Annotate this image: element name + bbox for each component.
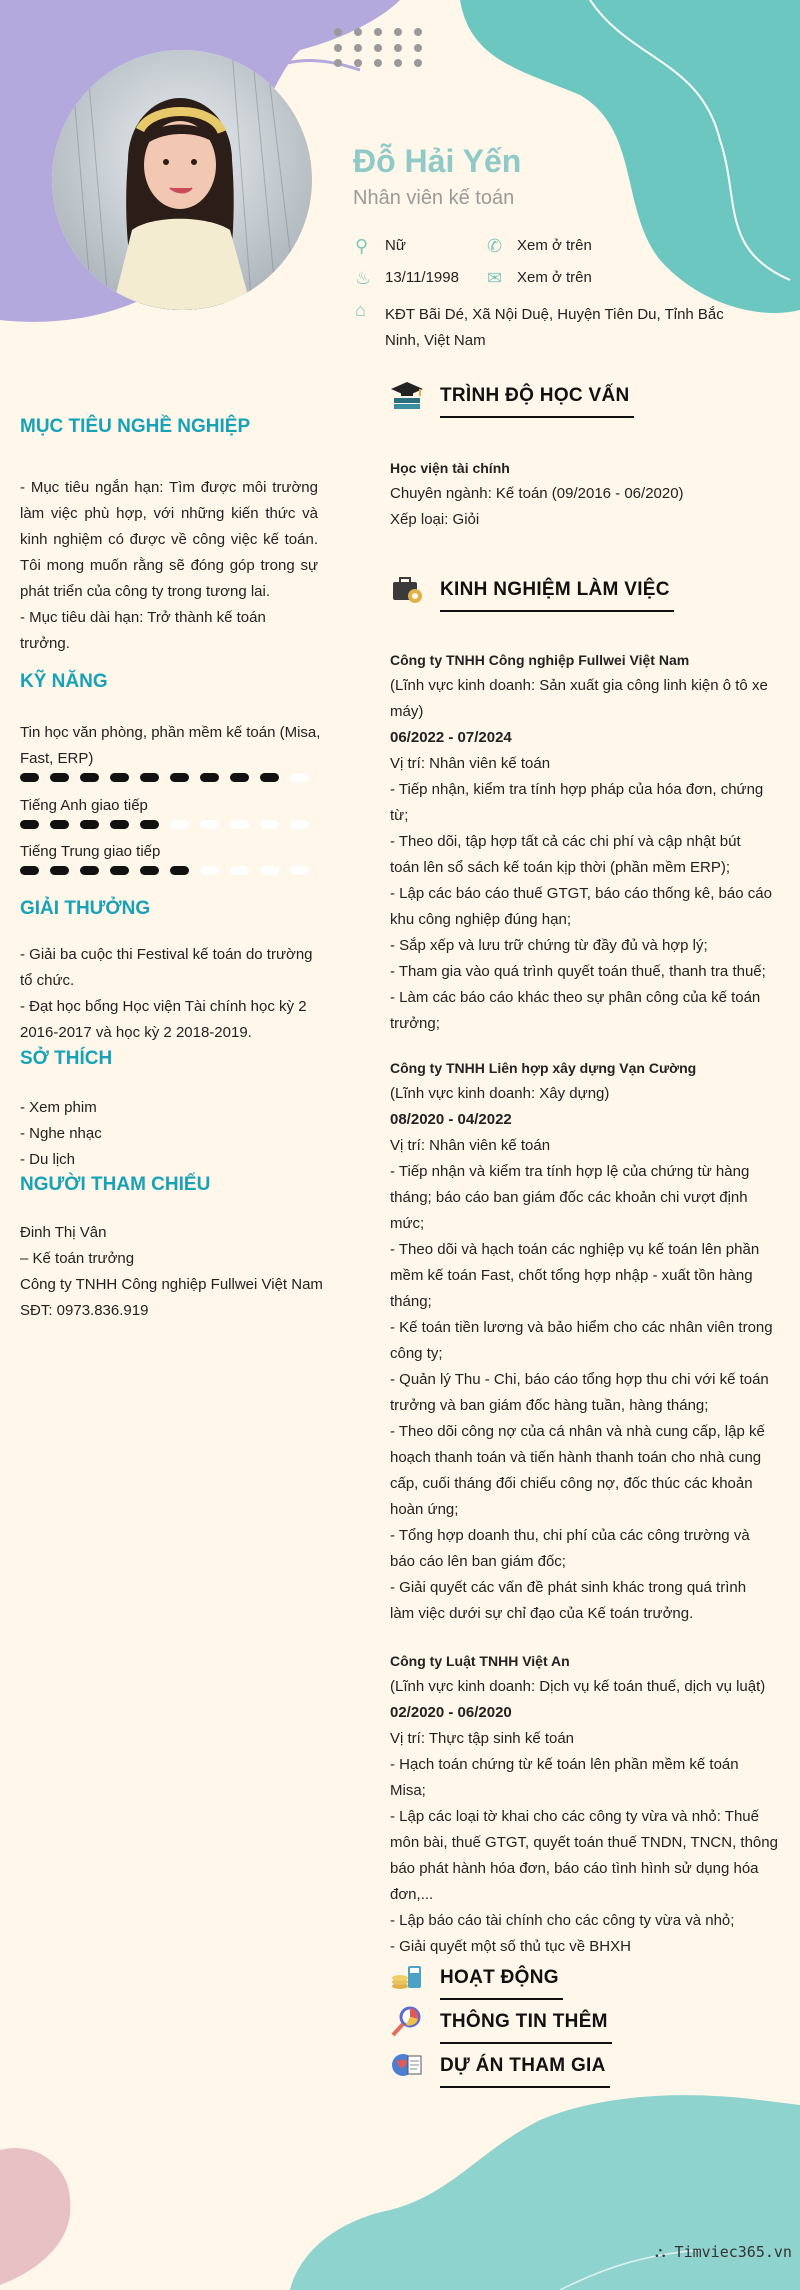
skill-level-segment xyxy=(140,866,159,875)
skill-level-segment xyxy=(230,820,249,829)
job-duty: làm việc dưới sự chỉ đạo của Kế toán trưởng. xyxy=(390,1605,694,1622)
school-name: Học viện tài chính xyxy=(390,460,510,476)
skill-level-segment xyxy=(20,820,39,829)
job-duty: - Theo dõi công nợ của cá nhân và nhà cung cấp, lập kế xyxy=(390,1423,765,1440)
contact-gender xyxy=(355,236,475,258)
candidate-name: Đỗ Hải Yến xyxy=(353,143,522,179)
coins-calculator-icon xyxy=(390,1960,424,1994)
objective-line: kinh nghiệm có được về công việc kế toán. xyxy=(20,531,318,548)
skill-level-segment xyxy=(170,773,189,782)
skill-level-segment xyxy=(230,773,249,782)
skill-level-segment xyxy=(200,866,219,875)
contact-phone xyxy=(487,236,647,258)
job-duty: báo cáo lên ban giám đốc; xyxy=(390,1553,566,1570)
job-company: Công ty Luật TNHH Việt An xyxy=(390,1653,570,1669)
job-duty: - Hạch toán chứng từ kế toán lên phần mềm kế toán xyxy=(390,1756,739,1773)
job-company: Công ty TNHH Công nghiệp Fullwei Việt Nam xyxy=(390,652,690,668)
contact-birthday xyxy=(355,268,475,290)
job-duty: - Quản lý Thu - Chi, báo cáo tổng hợp thu chi với kế toán xyxy=(390,1371,769,1388)
skill-level-segment xyxy=(290,773,309,782)
skills-heading: KỸ NĂNG xyxy=(20,671,108,692)
skill-level-segment xyxy=(290,866,309,875)
education-major: Chuyên ngành: Kế toán (09/2016 - 06/2020) xyxy=(390,485,684,502)
phone-value: Xem ở trên xyxy=(517,237,592,254)
job-period: 02/2020 - 06/2020 xyxy=(390,1704,512,1721)
job-duty: trưởng; xyxy=(390,1015,440,1032)
job-duty: mức; xyxy=(390,1215,425,1232)
gender-female-icon: ⚲ xyxy=(355,236,369,256)
job-duty: - Giải quyết các vấn đề phát sinh khác trong quá trình xyxy=(390,1579,747,1596)
awards-text: - Giải ba cuộc thi Festival kế toán do trường tổ chức. - Đạt học bổng Học viện Tài chính học kỳ 2 2016-2017 và học kỳ 2 2018-2019. xyxy=(20,946,313,1041)
globe-document-icon xyxy=(390,2048,424,2082)
references-heading: NGƯỜI THAM CHIẾU xyxy=(20,1174,211,1195)
job-duty: - Tiếp nhận và kiểm tra tính hợp lệ của chứng từ hàng xyxy=(390,1163,750,1180)
activities-heading: HOẠT ĐỘNG xyxy=(440,1967,559,1989)
job-field: (Lĩnh vực kinh doanh: Xây dựng) xyxy=(390,1085,610,1102)
skill-level-segment xyxy=(110,866,129,875)
job-field: (Lĩnh vực kinh doanh: Dịch vụ kế toán thuế, dịch vụ luật) xyxy=(390,1678,766,1695)
job-duty: - Tiếp nhận, kiểm tra tính hợp pháp của hóa đơn, chứng xyxy=(390,781,764,798)
skill-level-segment xyxy=(80,866,99,875)
email-value: Xem ở trên xyxy=(517,269,592,286)
job-duty: tháng; báo cáo ban giám đốc các khoản chi vượt định xyxy=(390,1189,748,1206)
job-company: Công ty TNHH Liên hợp xây dựng Vạn Cường xyxy=(390,1060,697,1076)
education-grade: Xếp loại: Giỏi xyxy=(390,511,480,528)
skill-level-segment xyxy=(140,773,159,782)
job-position: Vị trí: Nhân viên kế toán xyxy=(390,1137,551,1154)
skill-level-segment xyxy=(50,820,69,829)
skill-label: Tiếng Anh giao tiếp xyxy=(20,797,148,814)
job-period: 06/2022 - 07/2024 xyxy=(390,729,512,746)
avatar-photo xyxy=(52,50,312,310)
job-entry xyxy=(390,1055,775,1627)
education-heading: TRÌNH ĐỘ HỌC VẤN xyxy=(440,385,630,407)
job-duty: môn bài, thuế GTGT, quyết toán thuế TNDN, TNCN, thông xyxy=(390,1834,778,1851)
job-duty: báo phát hành hóa đơn, báo cáo tình hình sử dụng hóa xyxy=(390,1860,759,1877)
skill-level-segment xyxy=(200,773,219,782)
skill-level-segment xyxy=(140,820,159,829)
watermark xyxy=(655,2243,792,2261)
skill-level-segment xyxy=(110,820,129,829)
job-duty: - Theo dõi và hạch toán các nghiệp vụ kế toán lên phần xyxy=(390,1241,760,1258)
skill-label: Tiếng Trung giao tiếp xyxy=(20,843,161,860)
job-duty: - Lập các loại tờ khai cho các công ty vừa và nhỏ: Thuế xyxy=(390,1808,759,1825)
skill-bar xyxy=(20,773,320,785)
job-field: máy) xyxy=(390,703,424,720)
job-duty: từ; xyxy=(390,807,409,824)
skill-level-segment xyxy=(50,773,69,782)
skill-level-segment xyxy=(170,866,189,875)
hobbies-heading: SỞ THÍCH xyxy=(20,1048,113,1069)
job-duty: trưởng và ban giám đốc hàng tuần, hàng tháng; xyxy=(390,1397,709,1414)
hobbies-text: - Xem phim - Nghe nhạc - Du lịch xyxy=(20,1099,102,1168)
job-duty: hoạch thanh toán và tiến hành thanh toán cho nhà cung xyxy=(390,1449,762,1466)
skill-label: Tin học văn phòng, phần mềm kế toán (Misa, Fast, ERP) xyxy=(20,724,321,767)
skill-level-segment xyxy=(290,820,309,829)
job-duty: toán lên sổ sách kế toán kịp thời (phần mềm ERP); xyxy=(390,859,731,876)
skill-level-segment xyxy=(260,820,279,829)
job-period: 08/2020 - 04/2022 xyxy=(390,1111,512,1128)
education-block xyxy=(390,455,770,533)
whatsapp-phone-icon: ✆ xyxy=(487,236,503,256)
job-duty: - Lập các báo cáo thuế GTGT, báo cáo thống kê, báo cáo xyxy=(390,885,772,902)
contact-email xyxy=(487,268,647,290)
job-duty: cấp, cuối tháng đối chiếu công nợ, đốc thúc các khoản xyxy=(390,1475,753,1492)
objective-line: - Mục tiêu ngắn hạn: Tìm được môi trường xyxy=(20,479,318,496)
job-duty: - Tham gia vào quá trình quyết toán thuế, thanh tra thuế; xyxy=(390,963,766,980)
address-line-2: Ninh, Việt Nam xyxy=(385,332,486,349)
objective-line: - Mục tiêu dài hạn: Trở thành kế toán trưởng. xyxy=(20,609,266,652)
experience-heading: KINH NGHIỆM LÀM VIỆC xyxy=(440,579,670,601)
skill-level-segment xyxy=(80,773,99,782)
objective-line: phát triển của công ty trong tương lai. xyxy=(20,583,271,600)
skill-bar xyxy=(20,866,320,878)
more-info-heading: THÔNG TIN THÊM xyxy=(440,2011,608,2033)
references-text: Đinh Thị Vân – Kế toán trưởng Công ty TNHH Công nghiệp Fullwei Việt Nam SĐT: 0973.836.919 xyxy=(20,1224,323,1319)
job-duty: hoàn ứng; xyxy=(390,1501,459,1518)
job-duty: - Sắp xếp và lưu trữ chứng từ đầy đủ và hợp lý; xyxy=(390,937,708,954)
contact-address xyxy=(355,300,735,350)
avatar xyxy=(52,50,312,310)
magnifier-chart-icon xyxy=(390,2004,424,2038)
skill-level-segment xyxy=(200,820,219,829)
skill-level-segment xyxy=(260,773,279,782)
skill-level-segment xyxy=(20,866,39,875)
address-line-1: KĐT Bãi Dé, Xã Nội Duệ, Huyện Tiên Du, Tỉnh Bắc xyxy=(385,306,724,323)
job-entry xyxy=(390,1648,778,1960)
birthday-value: 13/11/1998 xyxy=(385,269,459,286)
home-icon: ⌂ xyxy=(355,300,366,320)
job-duty: - Lập báo cáo tài chính cho các công ty vừa và nhỏ; xyxy=(390,1912,735,1929)
job-duty: - Theo dõi, tập hợp tất cả các chi phí và cập nhật bút xyxy=(390,833,741,850)
job-position: Vị trí: Nhân viên kế toán xyxy=(390,755,551,772)
job-duty: công ty; xyxy=(390,1345,443,1362)
job-duty: khu công nghiệp đúng hạn; xyxy=(390,911,571,928)
envelope-icon: ✉ xyxy=(487,268,503,288)
watermark-icon: ⛬ xyxy=(655,2243,666,2261)
skill-level-segment xyxy=(80,820,99,829)
skill-level-segment xyxy=(260,866,279,875)
job-duty: - Làm các báo cáo khác theo sự phân công của kế toán xyxy=(390,989,761,1006)
objective-heading: MỤC TIÊU NGHỀ NGHIỆP xyxy=(20,416,251,437)
job-duty: Misa; xyxy=(390,1782,426,1799)
job-entry xyxy=(390,647,775,1037)
skill-level-segment xyxy=(170,820,189,829)
objective-line: Tôi mong muốn rằng sẽ đóng góp trong sự xyxy=(20,557,318,574)
briefcase-gear-icon xyxy=(390,572,424,606)
gender-value: Nữ xyxy=(385,237,406,254)
job-duty: mềm kế toán Fast, chốt tổng hợp nhập - xuất tồn hàng xyxy=(390,1267,753,1284)
job-duty: - Giải quyết một số thủ tục về BHXH xyxy=(390,1938,631,1955)
projects-heading: DỰ ÁN THAM GIA xyxy=(440,2055,606,2077)
cake-icon: ♨ xyxy=(355,268,372,288)
skill-level-segment xyxy=(50,866,69,875)
awards-heading: GIẢI THƯỞNG xyxy=(20,898,151,919)
skill-level-segment xyxy=(110,773,129,782)
skill-bar xyxy=(20,820,320,832)
job-position: Vị trí: Thực tập sinh kế toán xyxy=(390,1730,575,1747)
job-duty: - Tổng hợp doanh thu, chi phí của các công trường và xyxy=(390,1527,750,1544)
watermark-text: Timviec365.vn xyxy=(674,2243,792,2261)
job-duty: đơn,... xyxy=(390,1886,434,1903)
candidate-title: Nhân viên kế toán xyxy=(353,187,515,209)
job-field: (Lĩnh vực kinh doanh: Sản xuất gia công linh kiện ô tô xe xyxy=(390,677,768,694)
job-duty: tháng; xyxy=(390,1293,432,1310)
skill-level-segment xyxy=(20,773,39,782)
job-duty: - Kế toán tiền lương và bảo hiểm cho các nhân viên trong xyxy=(390,1319,773,1336)
objective-line: làm việc phù hợp, với những kiến thức và xyxy=(20,505,318,522)
skill-level-segment xyxy=(230,866,249,875)
graduation-cap-books-icon xyxy=(390,378,424,412)
objective-text xyxy=(20,475,318,657)
